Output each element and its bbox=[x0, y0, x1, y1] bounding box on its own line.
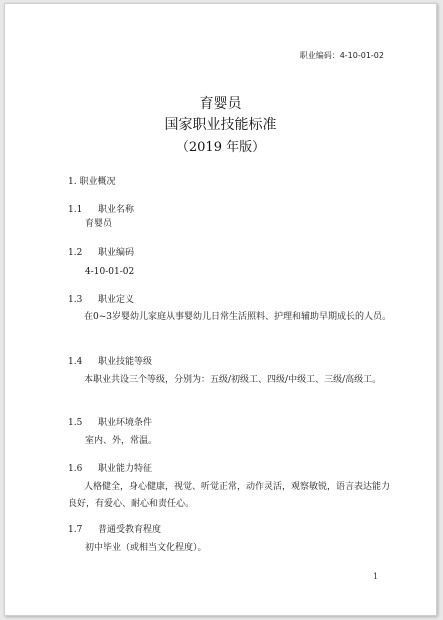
section-1-4-body: 本职业共设三个等级，分别为：五级/初级工、四级/中级工、三级/高级工。 bbox=[84, 375, 382, 385]
section-1-heading: 1. 职业概况 bbox=[68, 177, 116, 187]
page-number: 1 bbox=[373, 572, 379, 581]
section-number: 1.5 bbox=[68, 418, 83, 428]
title-occupation: 育婴员 bbox=[199, 96, 242, 112]
section-1-2-heading bbox=[68, 245, 134, 258]
section-number: 1.4 bbox=[68, 357, 83, 367]
section-1-5-heading bbox=[68, 415, 152, 428]
title-standard: 国家职业技能标准 bbox=[164, 117, 277, 133]
section-title: 职业环境条件 bbox=[98, 418, 153, 428]
section-1-1-heading bbox=[68, 202, 134, 215]
section-title: 职业编码 bbox=[98, 248, 135, 258]
section-title: 普通受教育程度 bbox=[98, 525, 162, 535]
section-1-3-body: 在0~3岁婴幼儿家庭从事婴幼儿日常生活照料、护理和辅助早期成长的人员。 bbox=[84, 312, 391, 322]
section-title: 职业名称 bbox=[98, 205, 135, 215]
section-1-4-heading bbox=[68, 354, 152, 367]
title-edition: （2019 年版） bbox=[175, 140, 266, 155]
section-number: 1.2 bbox=[68, 248, 83, 258]
section-1-3-heading bbox=[68, 292, 134, 305]
section-title: 职业能力特征 bbox=[98, 464, 153, 474]
section-1-1-body: 育婴员 bbox=[85, 219, 113, 229]
section-1-5-body: 室内、外，常温。 bbox=[85, 436, 158, 446]
section-1-7-body: 初中毕业（或相当文化程度）。 bbox=[85, 543, 207, 553]
section-number: 1.6 bbox=[68, 464, 83, 474]
section-number: 1.7 bbox=[68, 525, 83, 535]
section-1-2-body: 4-10-01-02 bbox=[85, 267, 135, 277]
section-1-6-body: 人格健全，身心健康，视觉、听觉正常，动作灵活，观察敏锐，语言表达能力良好，有爱心、耐心和责任心。 bbox=[68, 482, 391, 509]
section-title: 职业技能等级 bbox=[98, 357, 153, 367]
section-1-6-heading bbox=[68, 461, 152, 474]
section-title: 职业定义 bbox=[98, 295, 135, 305]
section-number: 1.3 bbox=[68, 295, 83, 305]
occupation-code-header: 职业编码：4-10-01-02 bbox=[299, 51, 384, 60]
section-number: 1.1 bbox=[68, 205, 83, 215]
document-page bbox=[4, 3, 437, 616]
section-1-7-heading bbox=[68, 522, 161, 535]
